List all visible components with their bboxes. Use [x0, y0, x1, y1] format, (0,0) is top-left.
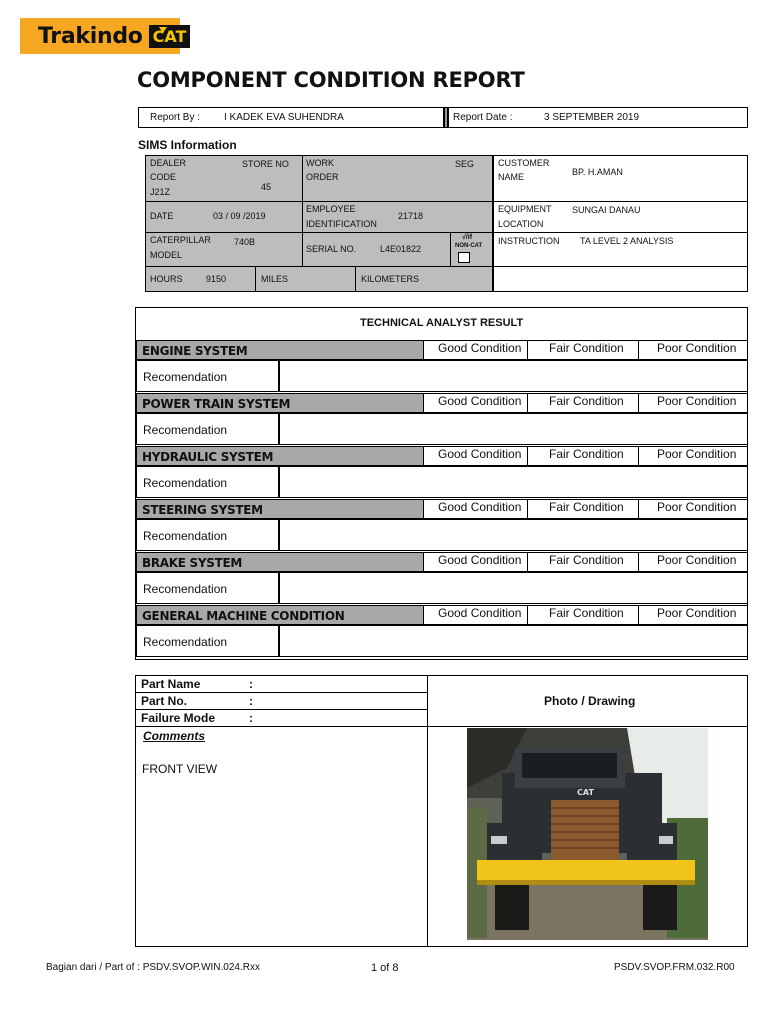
- seg-label: SEG: [455, 159, 475, 169]
- report-by-label: Report By :: [150, 112, 201, 123]
- system-header: POWER TRAIN SYSTEM: [136, 393, 424, 413]
- equipment-location-value: SUNGAI DANAU: [572, 205, 641, 215]
- condition-fair[interactable]: Fair Condition: [549, 394, 624, 408]
- work-order-label-1: WORK: [306, 158, 334, 168]
- recommendation-field[interactable]: [279, 466, 748, 498]
- system-header: STEERING SYSTEM: [136, 499, 424, 519]
- recommendation-label: Recomendation: [136, 466, 279, 498]
- cat-model-label-2: MODEL: [150, 250, 183, 260]
- condition-poor[interactable]: Poor Condition: [657, 606, 737, 620]
- condition-good[interactable]: Good Condition: [438, 341, 522, 355]
- date-value: 03 / 09 /2019: [213, 211, 266, 221]
- footer-page: 1 of 8: [371, 962, 399, 974]
- hours-value: 9150: [206, 274, 227, 284]
- condition-good[interactable]: Good Condition: [438, 447, 522, 461]
- store-no-value: 45: [261, 182, 272, 192]
- part-name-label: Part Name: [141, 677, 201, 691]
- instruction-label: INSTRUCTION: [498, 236, 560, 246]
- condition-good[interactable]: Good Condition: [438, 606, 522, 620]
- cat-model-label-1: CATERPILLAR: [150, 235, 211, 245]
- condition-poor[interactable]: Poor Condition: [657, 394, 737, 408]
- recommendation-label: Recomendation: [136, 625, 279, 657]
- comment-value: FRONT VIEW: [142, 762, 218, 776]
- recommendation-label: Recomendation: [136, 360, 279, 392]
- store-no-label: STORE NO: [242, 159, 289, 169]
- hours-label: HOURS: [150, 274, 183, 284]
- dealer-code-label-1: DEALER: [150, 158, 187, 168]
- recommendation-label: Recomendation: [136, 413, 279, 445]
- customer-name-label-1: CUSTOMER: [498, 158, 550, 168]
- customer-name-label-2: NAME: [498, 172, 525, 182]
- cat-logo: CAT: [149, 25, 191, 48]
- condition-good[interactable]: Good Condition: [438, 394, 522, 408]
- condition-poor[interactable]: Poor Condition: [657, 553, 737, 567]
- condition-poor[interactable]: Poor Condition: [657, 500, 737, 514]
- condition-fair[interactable]: Fair Condition: [549, 606, 624, 620]
- instruction-value: TA LEVEL 2 ANALYSIS: [580, 236, 674, 246]
- report-by-value: I KADEK EVA SUHENDRA: [224, 112, 344, 123]
- recommendation-field[interactable]: [279, 360, 748, 392]
- brand-name: Trakindo: [38, 23, 143, 49]
- recommendation-label: Recomendation: [136, 572, 279, 604]
- photo-cat-badge: CAT: [577, 788, 594, 797]
- recommendation-field[interactable]: [279, 413, 748, 445]
- condition-fair[interactable]: Fair Condition: [549, 500, 624, 514]
- footer-form-code: PSDV.SVOP.FRM.032.R00: [614, 962, 735, 973]
- system-header: GENERAL MACHINE CONDITION: [136, 605, 424, 625]
- employee-id-value: 21718: [398, 211, 424, 221]
- recommendation-field[interactable]: [279, 625, 748, 657]
- equipment-location-label-2: LOCATION: [498, 219, 544, 229]
- noncat-checkbox[interactable]: [458, 252, 470, 263]
- condition-poor[interactable]: Poor Condition: [657, 341, 737, 355]
- analysis-heading: TECHNICAL ANALYST RESULT: [360, 317, 524, 329]
- part-no-colon: :: [249, 694, 253, 708]
- photo-label: Photo / Drawing: [544, 694, 636, 708]
- miles-label: MILES: [261, 274, 289, 284]
- condition-fair[interactable]: Fair Condition: [549, 553, 624, 567]
- part-name-colon: :: [249, 677, 253, 691]
- system-header: ENGINE SYSTEM: [136, 340, 424, 360]
- report-date-label: Report Date :: [453, 112, 513, 123]
- condition-good[interactable]: Good Condition: [438, 553, 522, 567]
- employee-id-label-1: EMPLOYEE: [306, 204, 356, 214]
- failure-mode-colon: :: [249, 711, 253, 725]
- date-label: DATE: [150, 211, 174, 221]
- condition-good[interactable]: Good Condition: [438, 500, 522, 514]
- trakindo-logo: [20, 18, 187, 54]
- condition-poor[interactable]: Poor Condition: [657, 447, 737, 461]
- report-date-value: 3 SEPTEMBER 2019: [544, 112, 640, 123]
- dealer-code-value: J21Z: [150, 187, 171, 197]
- failure-mode-label: Failure Mode: [141, 711, 216, 725]
- customer-name-value: BP. H.AMAN: [572, 167, 623, 177]
- system-header: HYDRAULIC SYSTEM: [136, 446, 424, 466]
- recommendation-field[interactable]: [279, 572, 748, 604]
- system-header: BRAKE SYSTEM: [136, 552, 424, 572]
- employee-id-label-2: IDENTIFICATION: [306, 219, 377, 229]
- dealer-code-label-2: CODE: [150, 172, 177, 182]
- page-title: COMPONENT CONDITION REPORT: [137, 68, 525, 92]
- noncat-label: NON-CAT: [455, 243, 483, 249]
- recommendation-label: Recomendation: [136, 519, 279, 551]
- machine-photo: [467, 728, 708, 940]
- condition-fair[interactable]: Fair Condition: [549, 447, 624, 461]
- sims-heading: SIMS Information: [138, 138, 237, 152]
- work-order-label-2: ORDER: [306, 172, 339, 182]
- condition-fair[interactable]: Fair Condition: [549, 341, 624, 355]
- recommendation-field[interactable]: [279, 519, 748, 551]
- comments-label: Comments: [143, 729, 206, 743]
- part-no-label: Part No.: [141, 694, 188, 708]
- cat-model-value: 740B: [234, 237, 256, 247]
- footer-part-of: Bagian dari / Part of : PSDV.SVOP.WIN.024.Rxx: [46, 962, 260, 973]
- noncat-check-label: √/if: [462, 234, 473, 241]
- serial-value: L4E01822: [380, 244, 422, 254]
- serial-label: SERIAL NO.: [306, 244, 357, 254]
- equipment-location-label-1: EQUIPMENT: [498, 204, 552, 214]
- kilometers-label: KILOMETERS: [361, 274, 420, 284]
